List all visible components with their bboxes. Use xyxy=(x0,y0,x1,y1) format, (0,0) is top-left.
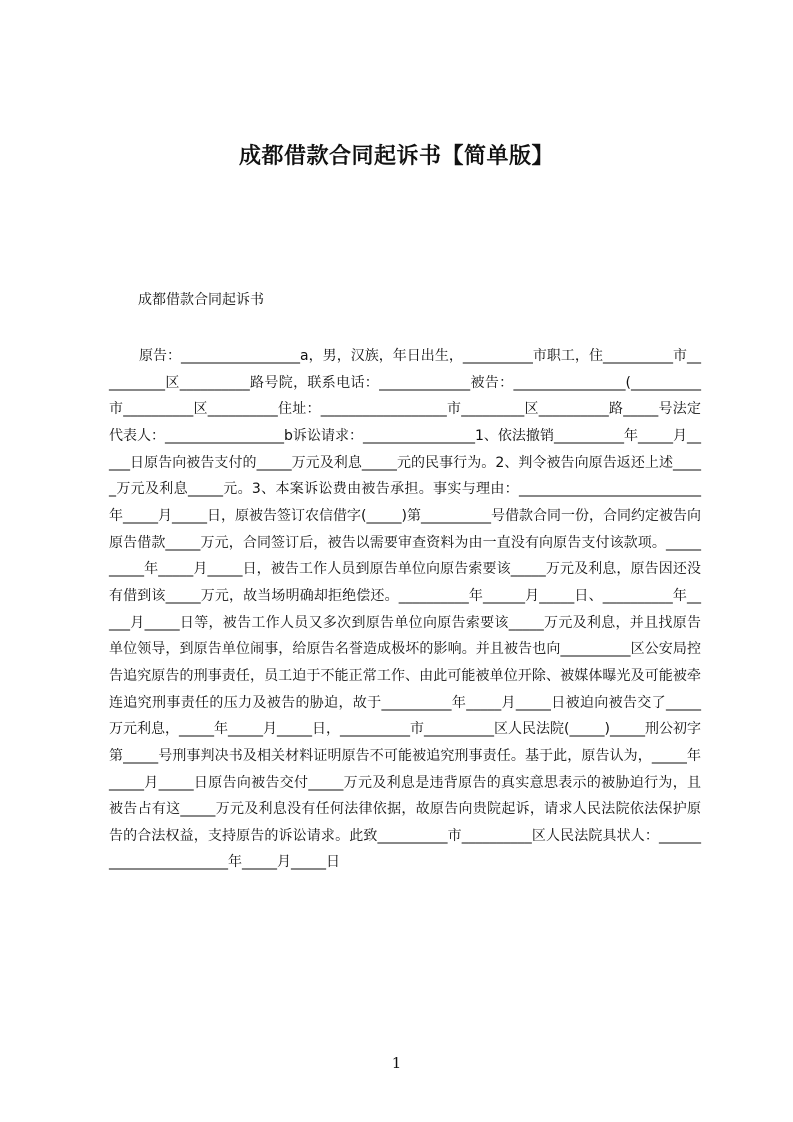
page-number: 1 xyxy=(391,1054,402,1072)
document-title: 成都借款合同起诉书【简单版】 xyxy=(238,144,554,169)
complaint-body: 原告：_________________a，男，汉族，年日出生，__________市职工，住__________市__________区__________路号院，联系电话：_____________被告：________________(__________市__________区__________住址：__________________市_________区__________路_____号法定代表人：_________________b诉讼请求：________________1、依法撤销__________年_____月_____日原告向被告支付的_____万元及利息_____元的民事行为。2、判令被告向原告返还上述_____万元及利息_____元。3、本案诉讼费由被告承担。事实与理由：__________________________年_____月_____日，原被告签订农信借字(_____)第__________号借款合同一份，合同约定被告向原告借款_____万元，合同签订后，被告以需要审查资料为由一直没有向原告支付该款项。__________年_____月_____日，被告工作人员到原告单位向原告索要该_____万元及利息，原告因还没有借到该_____万元，故当场明确却拒绝偿还。__________年______月_____日、__________年_____月_____日等，被告工作人员又多次到原告单位向原告索要该_____万元及利息，并且找原告单位领导，到原告单位闹事，给原告名誉造成极坏的影响。并且被告也向__________区公安局控告追究原告的刑事责任，员工迫于不能正常工作、由此可能被单位开除、被媒体曝光及可能被牵连追究刑事责任的压力及被告的胁迫，故于__________年_____月_____日被迫向被告交了_____万元利息，_____年_____月_____日，__________市__________区人民法院(_____)_____刑公初字第_____号刑事判决书及相关材料证明原告不可能被追究刑事责任。基于此，原告认为，_____年_____月_____日原告向被告交付_____万元及利息是违背原告的真实意思表示的被胁迫行为，且被告占有这_____万元及利息没有任何法律依据，故原告向贵院起诉，请求人民法院依法保护原告的合法权益，支持原告的诉讼请求。此致__________市__________区人民法院具状人：_______________________年_____月_____日 xyxy=(109,348,701,871)
document-subtitle: 成都借款合同起诉书 xyxy=(138,292,264,308)
